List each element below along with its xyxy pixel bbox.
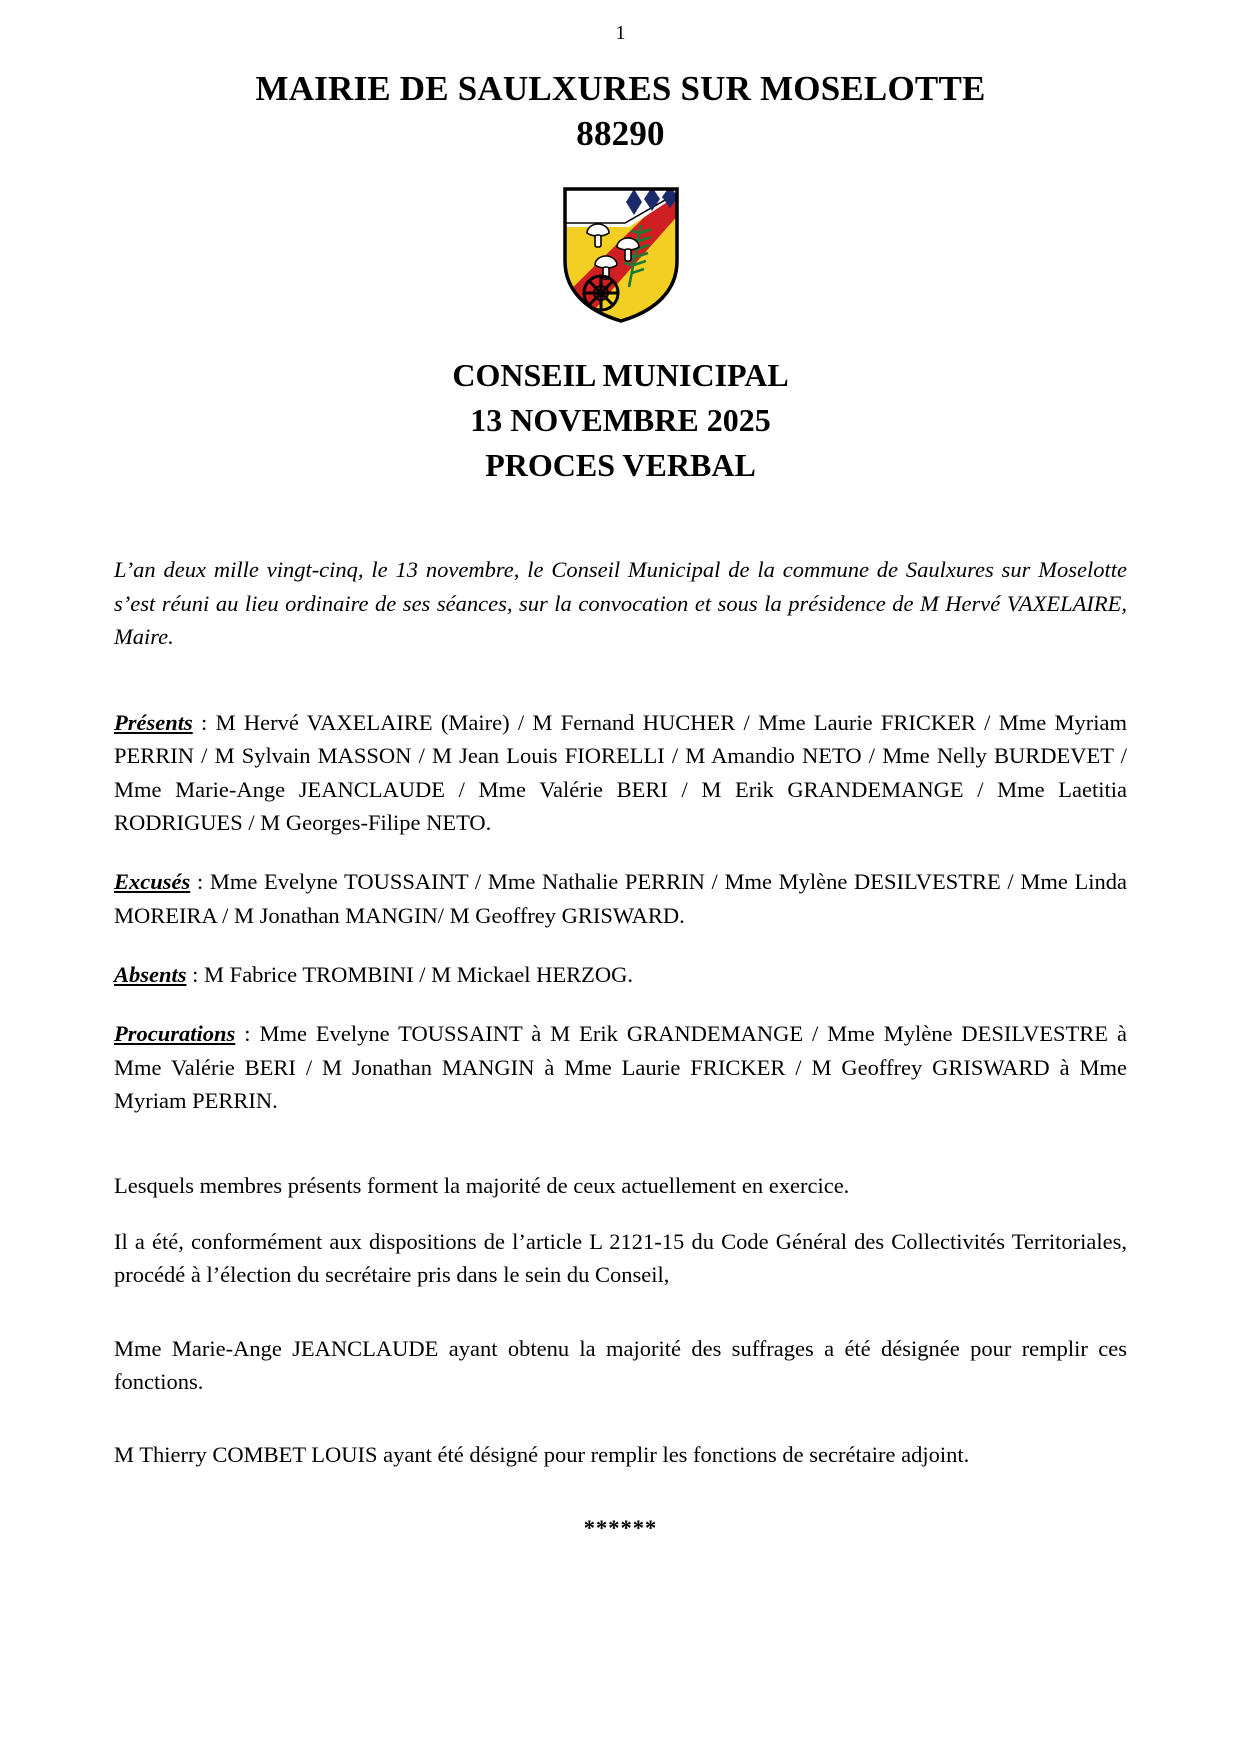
header-line-2: 88290 [576,113,665,153]
page-number: 1 [615,22,626,44]
header-line-1: MAIRIE DE SAULXURES SUR MOSELOTTE [255,69,986,108]
session-title [96,353,1145,489]
procurations-separator: : [235,1021,260,1047]
procurations-label: Procurations [114,1021,236,1047]
presents-separator: : [192,710,216,736]
coat-of-arms-icon [559,183,683,325]
document-header [116,67,1125,157]
excuses-separator: : [190,869,210,895]
presents-text: M Hervé VAXELAIRE (Maire) / M Fernand HUCHER / Mme Laurie FRICKER / Mme Myriam PERRIN / M Sylvain MASSON / M Jean Louis FIORELLI / M Amandio NETO / Mme Nelly BURDEVET / Mme Marie-Ange JEANCLAUDE / Mme Valérie BERI / M Erik GRANDEMANGE / Mme Laetitia RODRIGUES / M Georges-Filipe NETO. [114,710,1127,836]
session-line-3: PROCES VERBAL [485,447,756,484]
presents-block [96,706,1145,839]
absents-label: Absents [114,961,187,987]
session-line-2: 13 NOVEMBRE 2025 [470,402,771,439]
absents-text: M Fabrice TROMBINI / M Mickael HERZOG. [204,961,633,987]
procurations-block [96,1017,1145,1117]
excuses-block [96,865,1145,932]
intro-paragraph: L’an deux mille vingt-cinq, le 13 novembre, le Conseil Municipal de la commune de Saulxures sur Moselotte s’est réuni au lieu ordinaire de ses séances, sur la convocation et sous la présidence de M Hervé VAXELAIRE, Maire. [114,556,1127,650]
absents-block [96,958,1145,991]
body-paragraph-2: Il a été, conformément aux dispositions de l’article L 2121-15 du Code Général des Collectivités Territoriales, procédé à l’élection du secrétaire pris dans le sein du Conseil, [114,1228,1127,1288]
absents-separator: : [186,961,205,987]
body-paragraph-3: Mme Marie-Ange JEANCLAUDE ayant obtenu la majorité des suffrages a été désignée pour remplir ces fonctions. [114,1335,1127,1394]
presents-label: Présents [114,710,193,736]
session-line-1: CONSEIL MUNICIPAL [452,356,789,393]
procurations-text: Mme Evelyne TOUSSAINT à M Erik GRANDEMANGE / Mme Mylène DESILVESTRE à Mme Valérie BERI / M Jonathan MANGIN à Mme Laurie FRICKER / M Geoffrey GRISWARD à Mme Myriam PERRIN. [114,1021,1127,1113]
excuses-label: Excusés [114,869,191,895]
crest-container [96,183,1145,325]
excuses-text: Mme Evelyne TOUSSAINT / Mme Nathalie PERRIN / Mme Mylène DESILVESTRE / Mme Linda MOREIRA / M Jonathan MANGIN/ M Geoffrey GRISWARD. [114,869,1127,928]
body-paragraph-4: M Thierry COMBET LOUIS ayant été désigné pour remplir les fonctions de secrétaire adjoint. [114,1442,970,1468]
body-paragraph-1: Lesquels membres présents forment la majorité de ceux actuellement en exercice. [114,1173,850,1199]
section-separator: ****** [583,1515,658,1541]
